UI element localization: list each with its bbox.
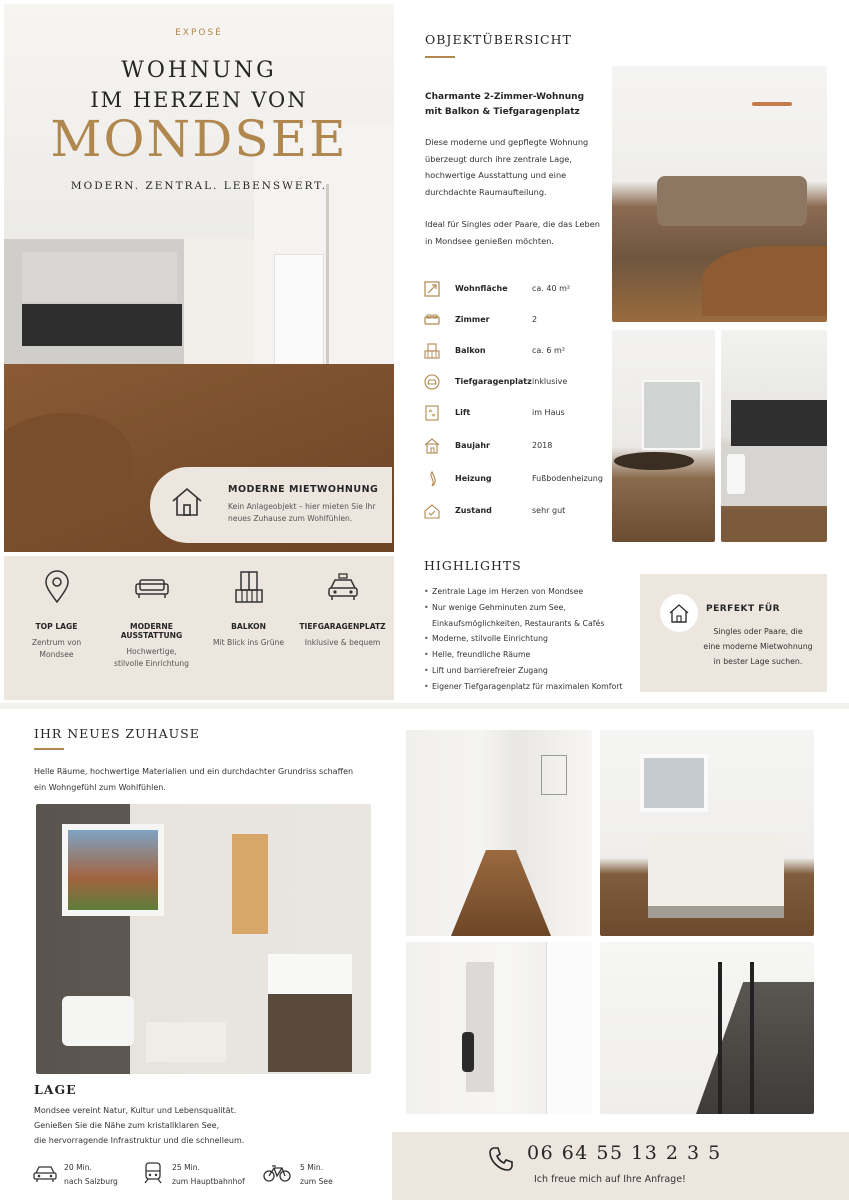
cover-title-line1: WOHNUNG: [121, 58, 277, 83]
fact-value: ca. 6 m²: [532, 346, 566, 355]
feature-title: BALKON: [231, 622, 266, 631]
fact-label: Baujahr: [455, 441, 490, 450]
location-pin-icon: [42, 570, 72, 604]
contact-bar: [392, 1132, 849, 1200]
car-icon: [327, 570, 359, 604]
highlights-heading: HIGHLIGHTS: [424, 558, 522, 573]
fact-row: [424, 405, 610, 423]
house-icon: [170, 485, 204, 519]
list-item: • Zentrale Lage im Herzen von Mondsee: [424, 584, 632, 600]
rental-info-card: [150, 467, 392, 543]
location-heading: LAGE: [34, 1082, 77, 1097]
location-text-line: Mondsee vereint Natur, Kultur und Lebensqualität.: [34, 1106, 237, 1115]
fact-label: Balkon: [455, 346, 486, 355]
fact-value: sehr gut: [532, 506, 566, 515]
house-icon: [660, 594, 698, 632]
transport-destination: zum See: [300, 1177, 333, 1186]
feature-strip: [4, 556, 394, 700]
list-item: • Eigener Tiefgaragenplatz für maximalen Komfort: [424, 679, 632, 695]
fact-row: [424, 312, 610, 330]
fact-value: inklusive: [532, 377, 568, 386]
elevator-icon: [424, 405, 440, 421]
transport-time: 5 Min.: [300, 1163, 324, 1172]
condition-icon: [424, 503, 440, 519]
train-icon: [140, 1161, 166, 1185]
feature-text: stilvolle Einrichtung: [114, 659, 189, 668]
feature-title: TOP LAGE: [35, 622, 78, 631]
transport-destination: nach Salzburg: [64, 1177, 118, 1186]
overview-subtitle-line1: Charmante 2-Zimmer-Wohnung: [425, 92, 585, 102]
transport-time: 20 Min.: [64, 1163, 92, 1172]
perfect-for-title: PERFEKT FÜR: [706, 604, 781, 614]
list-item: • Nur wenige Gehminuten zum See, Einkaufsmöglichkeiten, Restaurants & Cafés: [424, 600, 632, 632]
feature-ausstattung: [103, 570, 200, 670]
overview-subtitle: [425, 90, 605, 120]
perfect-for-card: [640, 574, 827, 692]
fact-row: [424, 281, 610, 299]
car-icon: [32, 1161, 58, 1185]
bed-icon: [424, 312, 440, 328]
feature-title: MODERNE AUSSTATTUNG: [120, 622, 183, 640]
perfect-for-text: eine moderne Mietwohnung: [703, 642, 813, 651]
list-item: • Lift und barrierefreier Zugang: [424, 663, 632, 679]
perfect-for-text: Singles oder Paare, die: [713, 627, 803, 636]
fact-label: Wohnfläche: [455, 284, 508, 293]
heating-icon: [424, 471, 440, 487]
car-icon: [424, 374, 440, 390]
fact-label: Zustand: [455, 506, 492, 515]
contact-note: Ich freue mich auf Ihre Anfrage!: [534, 1174, 686, 1185]
heading-underline: [34, 748, 64, 750]
building-icon: [424, 438, 440, 454]
transport-destination: zum Hauptbahnhof: [172, 1177, 245, 1186]
bathroom-photo: [36, 804, 371, 1074]
staircase-photo: [600, 942, 814, 1114]
fact-row: [424, 471, 610, 489]
living-room-photo: [612, 66, 827, 322]
sofa-icon: [134, 570, 170, 604]
cover-tagline: MODERN. ZENTRAL. LEBENSWERT.: [70, 180, 328, 192]
dining-photo: [612, 330, 715, 542]
feature-text: Hochwertige,: [126, 647, 177, 656]
fact-value: 2: [532, 315, 538, 324]
bicycle-icon: [262, 1161, 292, 1185]
bedroom-photo: [600, 730, 814, 936]
fact-row: [424, 343, 610, 361]
hallway-photo: [406, 730, 592, 936]
phone-icon: [488, 1146, 514, 1172]
fact-label: Zimmer: [455, 315, 490, 324]
feature-text: Inklusive & bequem: [304, 638, 381, 647]
overview-paragraph-2: Ideal für Singles oder Paare, die das Leben in Mondsee genießen möchten.: [425, 219, 600, 246]
feature-balkon: [200, 570, 297, 649]
perfect-for-text: in bester Lage suchen.: [713, 657, 803, 666]
feature-text: Zentrum von: [31, 638, 82, 647]
fact-value: ca. 40 m²: [532, 284, 571, 293]
location-text-line: Genießen Sie die Nähe zum kristallklaren See,: [34, 1121, 220, 1131]
home-text: Helle Räume, hochwertige Materialien und ein durchdachter Grundriss schaffen ein Wohngefühl zum Wohlfühlen.: [34, 767, 354, 792]
feature-tiefgarage: [294, 570, 391, 649]
heading-underline: [425, 56, 455, 58]
transport-time: 25 Min.: [172, 1163, 200, 1172]
balcony-icon: [234, 570, 264, 604]
fact-row: [424, 503, 610, 521]
rental-card-text: Kein Anlageobjekt – hier mieten Sie Ihr neues Zuhause zum Wohlfühlen.: [228, 502, 376, 523]
feature-top-lage: [8, 570, 105, 661]
feature-title: TIEFGARAGENPLATZ: [299, 622, 386, 631]
overview-paragraph-1: Diese moderne und gepflegte Wohnung überzeugt durch ihre zentrale Lage, hochwertige Ausstattung und eine durchdachte Raumaufteilung.: [425, 137, 589, 197]
fact-label: Lift: [455, 408, 471, 417]
page-divider: [0, 703, 849, 709]
storage-photo: [406, 942, 592, 1114]
cover-title-line3: MONDSEE: [50, 110, 348, 168]
feature-text: Mondsee: [39, 650, 74, 659]
kitchen-photo: [721, 330, 827, 542]
fact-value: 2018: [532, 441, 553, 450]
area-icon: [424, 281, 440, 297]
fact-row: [424, 374, 610, 392]
overview-subtitle-line2: mit Balkon & Tiefgaragenplatz: [425, 107, 580, 117]
balcony-icon: [424, 343, 440, 359]
overview-heading: OBJEKTÜBERSICHT: [425, 32, 572, 47]
location-text: [34, 1103, 354, 1149]
fact-label: Tiefgaragenplatz: [455, 377, 532, 386]
cover-title-line2: IM HERZEN VON: [90, 88, 308, 112]
fact-label: Heizung: [455, 474, 492, 483]
highlights-list: [424, 584, 632, 695]
fact-row: [424, 438, 610, 456]
contact-phone-number[interactable]: 06 64 55 13 2 3 5: [527, 1142, 722, 1164]
feature-text: Mit Blick ins Grüne: [212, 638, 285, 647]
home-heading: IHR NEUES ZUHAUSE: [34, 726, 200, 741]
list-item: • Helle, freundliche Räume: [424, 647, 632, 663]
fact-value: Fußbodenheizung: [532, 474, 603, 483]
fact-value: im Haus: [532, 408, 565, 417]
expose-label: EXPOSÉ: [175, 28, 223, 38]
location-text-line: die hervorragende Infrastruktur und die schnelleum.: [34, 1136, 245, 1146]
list-item: • Moderne, stilvolle Einrichtung: [424, 631, 632, 647]
rental-card-title: MODERNE MIETWOHNUNG: [228, 484, 379, 495]
